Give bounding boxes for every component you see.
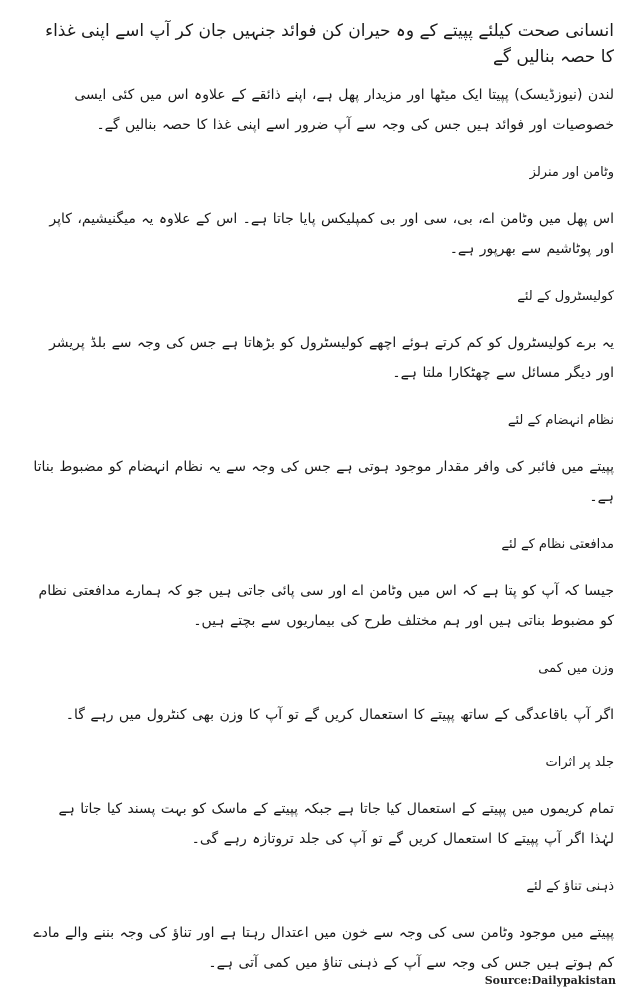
section-heading-vitamins: وٹامن اور منرلز [529, 165, 614, 180]
section-heading-cholesterol: کولیسٹرول کے لئے [517, 289, 614, 304]
section-body-skin: تمام کریموں میں پپیتے کے استعمال کیا جاتا ہے جبکہ پپیتے کے ماسک کو بہت پسند کیا جاتا ہے لہٰذا اگر آپ پپیتے کا استعمال کریں گے تو آپ کی جلد تروتازہ رہے گی۔ [58, 801, 614, 847]
article-title: انسانی صحت کیلئے پپیتے کے وہ حیران کن فوائد جنہیں جان کر آپ اسے اپنی غذاء کا حصہ بنالیں گے [45, 21, 614, 67]
section-heading-immunity: مدافعتی نظام کے لئے [501, 537, 614, 552]
section-body-immunity: جیسا کہ آپ کو پتا ہے کہ اس میں وٹامن اے اور سی پائی جاتی ہیں جو کہ ہمارے مدافعتی نظام کو مضبوط بناتی ہیں اور ہم مختلف طرح کی بیماریوں سے بچتے ہیں۔ [38, 583, 614, 629]
section-body-cholesterol: یہ برے کولیسٹرول کو کم کرتے ہوئے اچھے کولیسٹرول کو بڑھاتا ہے جس کی وجہ سے بلڈ پریشر اور دیگر مسائل سے چھٹکارا ملتا ہے۔ [49, 335, 614, 381]
section-heading-digestion: نظام انہضام کے لئے [507, 413, 614, 428]
source-credit: Source:Dailypakistan [484, 974, 616, 987]
section-body-stress: پپیتے میں موجود وٹامن سی کی وجہ سے خون میں اعتدال رہتا ہے اور تناؤ کی وجہ بننے والے مادے کم ہوتے ہیں جس کی وجہ سے آپ کے ذہنی تناؤ میں کمی آتی ہے۔ [33, 925, 614, 971]
section-body-digestion: پپیتے میں فائبر کی وافر مقدار موجود ہوتی ہے جس کی وجہ سے یہ نظام انہضام کو مضبوط بناتا ہے۔ [33, 459, 614, 505]
section-heading-skin: جلد پر اثرات [545, 755, 614, 770]
article-intro: لندن (نیوزڈیسک) پپیتا ایک میٹھا اور مزیدار پھل ہے، اپنے ذائقے کے علاوہ اس میں کئی ایسی خصوصیات اور فوائد ہیں جس کی وجہ سے آپ ضرور اسے اپنی غذا کا حصہ بنالیں گے۔ [74, 87, 614, 133]
section-body-vitamins: اس پھل میں وٹامن اے، بی، سی اور بی کمپلیکس پایا جاتا ہے۔ اس کے علاوہ یہ میگنیشیم، کاپر اور پوٹاشیم سے بھرپور ہے۔ [49, 211, 614, 257]
article [32, 18, 614, 1000]
section-heading-stress: ذہنی تناؤ کے لئے [526, 879, 614, 894]
section-heading-weight-loss: وزن میں کمی [538, 661, 614, 676]
section-body-weight-loss: اگر آپ باقاعدگی کے ساتھ پپیتے کا استعمال کریں گے تو آپ کا وزن بھی کنٹرول میں رہے گا۔ [65, 707, 614, 723]
